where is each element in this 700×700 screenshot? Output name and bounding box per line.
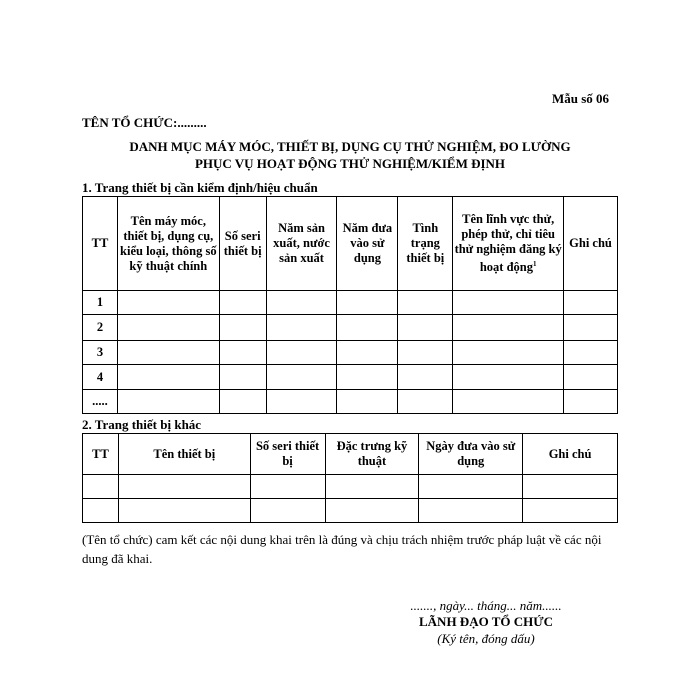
table-cell[interactable] xyxy=(398,341,453,365)
table-header-row xyxy=(83,197,618,291)
table-cell[interactable] xyxy=(266,390,337,414)
other-equipment-table xyxy=(82,433,618,523)
table-cell[interactable] xyxy=(118,499,250,523)
header-year-made: Năm sản xuất, nước sản xuất xyxy=(266,197,337,291)
table-cell[interactable] xyxy=(453,365,564,390)
header-technical-feature: Đặc trưng kỹ thuật xyxy=(325,434,419,475)
row-number: 2 xyxy=(83,315,118,341)
table-cell[interactable] xyxy=(117,365,219,390)
table-cell[interactable] xyxy=(83,499,119,523)
table-cell[interactable] xyxy=(453,315,564,341)
table-cell[interactable] xyxy=(337,315,398,341)
header-status: Tình trạng thiết bị xyxy=(398,197,453,291)
equipment-calibration-table xyxy=(82,196,618,414)
table-cell[interactable] xyxy=(523,475,618,499)
table-cell[interactable] xyxy=(117,315,219,341)
table-cell[interactable] xyxy=(83,475,119,499)
document-title-line2: PHỤC VỤ HOẠT ĐỘNG THỬ NGHIỆM/KIỂM ĐỊNH xyxy=(194,156,506,171)
table-row xyxy=(83,291,618,315)
signature-note: (Ký tên, đóng dấu) xyxy=(437,631,535,646)
table-cell[interactable] xyxy=(266,365,337,390)
table-cell[interactable] xyxy=(325,475,419,499)
header-serial: Số seri thiết bị xyxy=(250,434,325,475)
table-cell[interactable] xyxy=(453,341,564,365)
row-number: ..... xyxy=(83,390,118,414)
header-equipment-name: Tên máy móc, thiết bị, dụng cụ, kiểu loại, thông số kỹ thuật chính xyxy=(117,197,219,291)
table-cell[interactable] xyxy=(337,390,398,414)
table-cell[interactable] xyxy=(117,341,219,365)
section2-heading: 2. Trang thiết bị khác xyxy=(82,417,202,432)
table-cell[interactable] xyxy=(118,475,250,499)
section1-heading: 1. Trang thiết bị cần kiểm định/hiệu chuẩn xyxy=(82,180,318,195)
table-cell[interactable] xyxy=(219,365,266,390)
header-serial: Số seri thiết bị xyxy=(219,197,266,291)
table-cell[interactable] xyxy=(398,365,453,390)
form-number: Mẫu số 06 xyxy=(552,91,610,106)
table-cell[interactable] xyxy=(266,291,337,315)
table-row xyxy=(83,365,618,390)
table-cell[interactable] xyxy=(523,499,618,523)
header-note: Ghi chú xyxy=(564,197,618,291)
table-cell[interactable] xyxy=(419,475,523,499)
table-cell[interactable] xyxy=(219,341,266,365)
table-cell[interactable] xyxy=(419,499,523,523)
table-cell[interactable] xyxy=(564,390,618,414)
signature-date-line: ......., ngày... tháng... năm...... xyxy=(410,598,562,613)
table-cell[interactable] xyxy=(337,341,398,365)
table-cell[interactable] xyxy=(325,499,419,523)
table-cell[interactable] xyxy=(337,365,398,390)
table-cell[interactable] xyxy=(219,315,266,341)
table-row xyxy=(83,341,618,365)
table-cell[interactable] xyxy=(219,291,266,315)
signature-role: LÃNH ĐẠO TỔ CHỨC xyxy=(419,614,553,629)
row-number: 3 xyxy=(83,341,118,365)
table-header-row xyxy=(83,434,618,475)
table-cell[interactable] xyxy=(564,341,618,365)
header-note: Ghi chú xyxy=(523,434,618,475)
footnote-marker: 1 xyxy=(532,259,537,268)
table-cell[interactable] xyxy=(398,291,453,315)
table-cell[interactable] xyxy=(266,315,337,341)
table-cell[interactable] xyxy=(117,291,219,315)
table-cell[interactable] xyxy=(564,291,618,315)
row-number: 4 xyxy=(83,365,118,390)
table-cell[interactable] xyxy=(398,315,453,341)
header-test-field-text: Tên lĩnh vực thử, phép thử, chỉ tiêu thử nghiệm đăng ký hoạt động xyxy=(454,211,562,275)
table-cell[interactable] xyxy=(453,291,564,315)
document-title-line1: DANH MỤC MÁY MÓC, THIẾT BỊ, DỤNG CỤ THỬ NGHIỆM, ĐO LƯỜNG xyxy=(129,139,571,154)
commitment-statement: (Tên tổ chức) cam kết các nội dung khai trên là đúng và chịu trách nhiệm trước pháp luật về các nội dung đã khai. xyxy=(82,532,602,566)
table-cell[interactable] xyxy=(337,291,398,315)
table-cell[interactable] xyxy=(398,390,453,414)
header-tt: TT xyxy=(83,197,118,291)
table-row xyxy=(83,315,618,341)
header-year-used: Năm đưa vào sử dụng xyxy=(337,197,398,291)
table-cell[interactable] xyxy=(250,499,325,523)
header-equipment-name: Tên thiết bị xyxy=(118,434,250,475)
table-cell[interactable] xyxy=(219,390,266,414)
table-cell[interactable] xyxy=(266,341,337,365)
header-date-used: Ngày đưa vào sử dụng xyxy=(419,434,523,475)
header-tt: TT xyxy=(83,434,119,475)
table-cell[interactable] xyxy=(453,390,564,414)
table-row xyxy=(83,475,618,499)
row-number: 1 xyxy=(83,291,118,315)
header-test-field xyxy=(453,197,564,291)
table-cell[interactable] xyxy=(564,315,618,341)
table-row xyxy=(83,390,618,414)
table-row xyxy=(83,499,618,523)
table-cell[interactable] xyxy=(250,475,325,499)
table-cell[interactable] xyxy=(564,365,618,390)
organization-label: TÊN TỔ CHỨC:......... xyxy=(82,115,207,130)
table-cell[interactable] xyxy=(117,390,219,414)
